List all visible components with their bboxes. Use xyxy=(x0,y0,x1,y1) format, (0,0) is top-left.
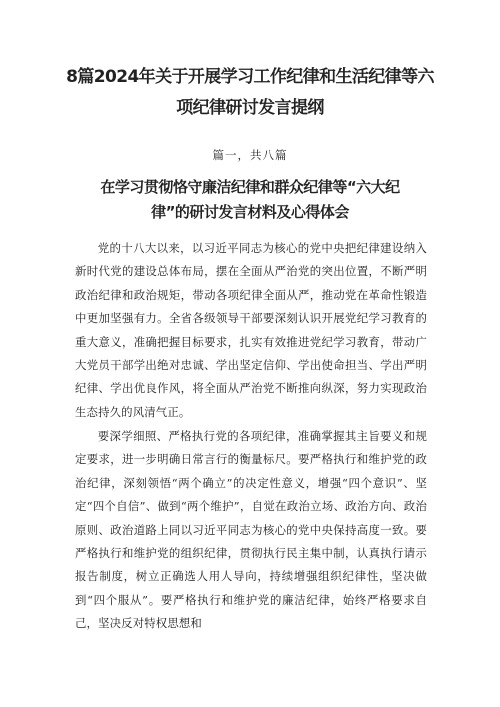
part-label: 篇一，共八篇 xyxy=(212,148,288,162)
article-title: 在学习贯彻恪守廉洁纪律和群众纪律等“六大纪律”的研讨发言材料及心得体会 xyxy=(100,178,400,221)
body-paragraph-1: 党的十八大以来，以习近平同志为核心的党中央把纪律建设纳入新时代党的建设总体布局，摆在全面从严治党的突出位置，不断严明政治纪律和政治规矩，带动各项纪律全面从严，推动党在革命性锻造中更加坚强有力。全省各级领导干部要深刻认识开展党纪学习教育的重大意义，准确把握目标要求，扎实有效推进党纪学习教育，带动广大党员干部学出绝对忠诚、学出坚定信仰、学出使命担当、学出严明纪律、学出优良作风，将全面从严治党不断推向纵深，努力实现政治生态持久的风清气正。 xyxy=(75,241,427,419)
body-paragraph-2: 要深学细照、严格执行党的各项纪律，准确掌握其主旨要义和规定要求，进一步明确日常言行的衡量标尺。要严格执行和维护党的政治纪律，深刻领悟“两个确立”的决定性意义，增强“四个意识”、坚定“四个自信”、做到“两个维护”，自觉在政治立场、政治方向、政治原则、政治道路上同以习近平同志为核心的党中央保持高度一致。要严格执行和维护党的组织纪律，贯彻执行民主集中制，认真执行请示报告制度，树立正确选人用人导向，持续增强组织纪律性，坚决做到“四个服从”。要严格执行和维护党的廉洁纪律，始终严格要求自己，坚决反对特权思想和 xyxy=(75,429,427,631)
document-title: 8篇2024年关于开展学习工作纪律和生活纪律等六项纪律研讨发言提纲 xyxy=(66,67,434,118)
